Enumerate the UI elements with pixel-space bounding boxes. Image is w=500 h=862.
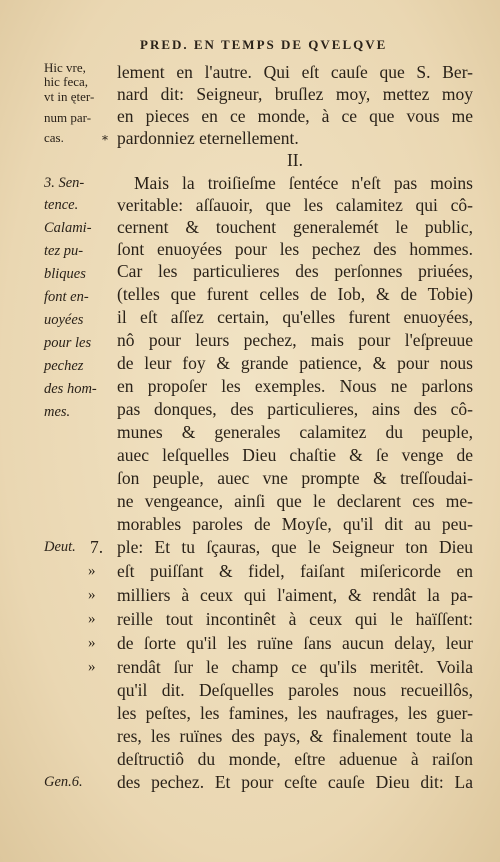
running-header: PRED. EN TEMPS DE QVELQVE — [140, 37, 388, 52]
margin-note-latin-3: vt in ęter- — [44, 89, 95, 104]
margin-note-sentence-2: tence. — [44, 197, 79, 213]
text-line: pas donques, des particulieres, ains des cô- — [117, 399, 473, 419]
margin-note-latin-5: cas. — [44, 130, 64, 145]
margin-note-calamitez: font en- — [44, 289, 89, 305]
text-line: les peſtes, les famines, les naufrages, les guer- — [117, 703, 473, 723]
asterisk-mark: * — [102, 133, 108, 147]
quote-mark: » — [88, 659, 96, 675]
text-line: morables paroles de Moyſe, qu'il dit au peu- — [117, 514, 473, 534]
margin-note-gen: Gen.6. — [44, 774, 83, 790]
text-line: des pechez. Et pour ceſte cauſe Dieu dit: La — [117, 772, 473, 792]
margin-note-calamitez: uoyées — [44, 312, 84, 328]
margin-note-calamitez: bliques — [44, 266, 86, 282]
text-line: pardonniez eternellement. — [117, 128, 299, 148]
quote-mark: » — [88, 611, 96, 627]
text-line: de leur foy & grande patience, & pour nous — [117, 353, 473, 373]
text-line: ſon peuple, auec vne prompte & treſſoudai- — [117, 468, 473, 488]
text-line: Mais la troiſieſme ſentéce n'eſt pas moins — [134, 173, 473, 193]
text-line: ple: Et tu ſçauras, que le Seigneur ton Dieu — [117, 537, 473, 557]
margin-note-calamitez: Calami- — [44, 220, 92, 236]
text-line: qu'il dit. Deſquelles paroles nous recueillôs, — [117, 680, 473, 700]
text-line: lement en l'autre. Qui eſt cauſe que S. Ber- — [117, 62, 473, 82]
quote-mark: » — [88, 587, 96, 603]
text-line: ne vengeance, ainſi que le declarent ces me- — [117, 491, 473, 511]
quote-line: eſt puiſſant & fidel, faiſant miſericorde en — [117, 561, 473, 581]
margin-note-deut: Deut. — [44, 539, 76, 555]
text-line: nô pour leurs pechez, mais pour l'eſpreuue — [117, 330, 473, 350]
margin-note-calamitez: pour les — [44, 335, 92, 351]
quote-line: rendât ſur le champ ce qu'ils meritêt. Voila — [117, 657, 473, 677]
margin-note-calamitez: tez pu- — [44, 243, 84, 259]
margin-note-latin-4: num par- — [44, 110, 92, 125]
margin-note-sentence-1: 3. Sen- — [44, 175, 85, 191]
text-line: en propoſer les exemples. Nous ne parlons — [117, 376, 473, 396]
text-line: Car les particulieres des perſonnes priuées, — [117, 261, 473, 281]
text-line: ſont enuoyées pour les pechez des hommes. — [117, 239, 473, 259]
margin-note-calamitez: mes. — [44, 404, 71, 420]
margin-note-calamitez: pechez — [44, 358, 84, 374]
text-line: auec leſquelles Dieu chaſtie & ſe venge de — [117, 445, 473, 465]
margin-note-latin-2: hic feca, — [44, 74, 89, 89]
section-number: II. — [286, 150, 304, 170]
text-line: veritable: aſſauoir, que les calamitez qui cô- — [117, 195, 473, 215]
text-line: munes & generales calamitez du peuple, — [117, 422, 473, 442]
quote-line: reille tout incontinêt à ceux qui le haïſſent: — [117, 609, 473, 629]
text-line: res, les ruïnes des pays, & finalement toute la — [117, 726, 473, 746]
text-line: nard dit: Seigneur, bruſlez moy, mettez moy — [117, 84, 473, 104]
margin-note-latin-1: Hic vre, — [44, 60, 86, 75]
margin-note-calamitez: des hom- — [44, 381, 97, 397]
text-line: (telles que furent celles de Iob, & de Tobie) — [117, 284, 473, 304]
quote-mark: » — [88, 635, 96, 651]
quote-line: milliers à ceux qui l'aiment, & rendât la pa- — [117, 585, 473, 605]
text-line: en pieces en ce monde, à ce que vous me — [117, 106, 473, 126]
verse-number: 7. — [90, 537, 104, 557]
quote-line: de ſorte qu'il les ruïne ſans aucun delay, leur — [117, 633, 473, 653]
quote-mark: » — [88, 563, 96, 579]
text-line: deſtructiô du monde, eſtre aduenue à raiſon — [117, 749, 473, 769]
text-line: cernent & touchent generalemét le public, — [117, 217, 473, 237]
text-line: il eſt aſſez certain, qu'elles furent enuoyées, — [117, 307, 473, 327]
